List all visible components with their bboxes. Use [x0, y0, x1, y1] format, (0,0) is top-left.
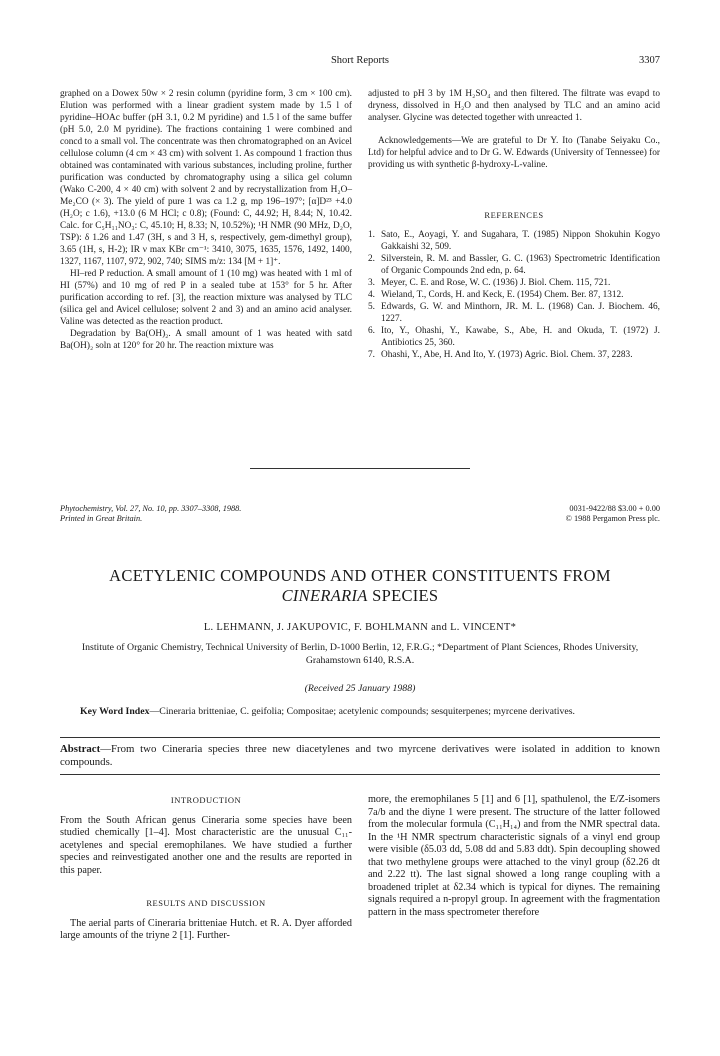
title-line-2: CINERARIA SPECIES [281, 586, 439, 605]
introduction-heading: INTRODUCTION [170, 795, 242, 805]
hi-reduction-paragraph: HI–red P reduction. A small amount of 1 (10 mg) was heated with 1 ml of HI (57%) and 10 mg of red P in a sealed tube at 153° for 5 hr. After purification according to ref. [3], the reaction mixture was analysed by TLC (silica gel and Avicel cellulose; solvent 2 and 3) and an amino acid analyser. Valine was detected as the reaction product. [60, 269, 352, 327]
running-head [60, 55, 660, 71]
lower-left-column [60, 794, 352, 943]
discussion-paragraph: more, the eremophilanes 5 [1] and 6 [1], spathulenol, the E/Z-isomers 7a/b and the diyne 1 were present. The structure of the latter followed from the molecular formula (C₁₁H₁₄) and from the NMR spectral data. In the ¹H NMR spectrum characteristic signals of a vinyl end group were visible (δ5.03 dd, 5.08 dd and 5.83 ddt). Spin decoupling showed that two methylene groups were attached to the vinyl group (δ2.26 dt and 2.22 tt). The last signal showed a long range coupling with a broadened triplet at δ2.34 which is typical for diynes. The remaining signals required a n-propyl group. In agreement with the fragmentation pattern in the mass spectrometer therefore [368, 794, 660, 918]
section-divider [250, 468, 470, 469]
printed-line: Printed in Great Britain. [60, 514, 143, 523]
upper-left-column [60, 88, 352, 352]
reference-item: 3. Meyer, C. E. and Rose, W. C. (1936) J. Biol. Chem. 115, 721. [368, 278, 611, 288]
results-heading: RESULTS AND DISCUSSION [146, 898, 266, 908]
lower-right-column [368, 794, 660, 919]
reference-item: 6. Ito, Y., Ohashi, Y., Kawabe, S., Abe, H. and Okuda, T. (1972) J. Antibiotics 25, 360. [368, 326, 660, 348]
key-word-index [80, 706, 640, 718]
authors: L. LEHMANN, J. JAKUPOVIC, F. BOHLMANN and L. VINCENT* [203, 622, 517, 633]
journal-line: Phytochemistry, Vol. 27, No. 10, pp. 3307–3308, 1988. [60, 504, 242, 513]
affiliation: Institute of Organic Chemistry, Technical University of Berlin, D-1000 Berlin, 12, F.R.G.; *Department of Plant Sciences, Rhodes University, Grahamstown 6140, R.S.A. [81, 642, 639, 666]
abstract [60, 743, 660, 769]
copyright-line: © 1988 Pergamon Press plc. [565, 514, 660, 523]
introduction-paragraph: From the South African genus Cineraria some species have been studied chemically [1–4]. Most characteristic are the unusual C₁₁-acetylenes and special eremophilanes. We have studied a further species and reinvestigated another one and the results are reported in this paper. [60, 814, 352, 876]
abstract-bottom-rule [60, 774, 660, 775]
results-paragraph: The aerial parts of Cineraria britteniae Hutch. et R. A. Dyer afforded large amounts of the triyne 2 [1]. Further- [60, 917, 352, 941]
title-line-1: ACETYLENIC COMPOUNDS AND OTHER CONSTITUENTS FROM [109, 566, 611, 585]
references-heading: REFERENCES [484, 210, 544, 220]
reference-item: 4. Wieland, T., Cords, H. and Keck, E. (1954) Chem. Ber. 87, 1312. [368, 290, 624, 300]
abstract-label: Abstract [60, 743, 101, 755]
journal-citation [60, 504, 241, 524]
keywords-label: Key Word Index [80, 706, 150, 717]
keywords-text: —Cineraria britteniae, C. geifolia; Compositae; acetylenic compounds; sesquiterpenes; myrcene derivatives. [149, 706, 575, 717]
abstract-top-rule [60, 737, 660, 738]
page-number: 3307 [639, 55, 660, 66]
received-date: (Received 25 January 1988) [304, 683, 416, 694]
reference-item: 5. Edwards, G. W. and Minthorn, JR. M. L. (1968) Can. J. Biochem. 46, 1227. [368, 302, 660, 324]
experimental-paragraph: graphed on a Dowex 50w × 2 resin column (pyridine form, 3 cm × 100 cm). Elution was performed with a linear gradient system made by 1.5 l of pyridine–HOAc buffer (pH 3.1, 0.2 M pyridine) and 1.5 l of the same buffer (pH 5.0, 2.0 M pyridine). The fractions containing 1 were combined and concd to a small vol. The concentrate was then chromatographed on an Avicel cellulose column (4 cm × 43 cm) with solvent 1. As compound 1 fraction thus obtained was contaminated with various substances, including proline, further purification was conducted by chromatography using a silica gel column (Wako C-200, 4 × 40 cm) with solvent 2 and by recrystallization from H₂O–Me₂CO (× 3). The yield of pure 1 was ca 1.2 g, mp 196–197°; [α]D²³ +4.0 (H₂O; c 1.6), +13.0 (6 M HCl; c 0.8); (Found: C, 44.92; H, 8.44; N, 10.42. Calc. for C₅H₁₁NO₃: C, 45.10; H, 8.33; N, 10.52%); ¹H NMR (90 MHz, D₂O, TSP): δ 1.26 and 1.47 (3H, s and 3 H, s, respectively, gem-dimethyl group), 3.65 (1H, s, H-2); IR ν max KBr cm⁻¹: 3410, 3075, 1635, 1576, 1492, 1400, 1327, 1167, 1107, 972, 902, 740; SIMS m/z: 134 [M + 1]⁺. [60, 89, 352, 267]
copyright-block [566, 504, 660, 524]
reference-item: 7. Ohashi, Y., Abe, H. And Ito, Y. (1973) Agric. Biol. Chem. 37, 2283. [368, 350, 633, 360]
article-title [60, 566, 660, 606]
degradation-paragraph: Degradation by Ba(OH)₂. A small amount of 1 was heated with satd Ba(OH)₂ soln at 120° for 20 hr. The reaction mixture was [60, 329, 352, 351]
references-list [368, 229, 660, 361]
genus-name: CINERARIA [281, 586, 368, 605]
upper-right-column [368, 88, 660, 361]
abstract-text: —From two Cineraria species three new diacetylenes and two myrcene derivatives were isolated in addition to known compounds. [60, 743, 660, 768]
issn-price: 0031-9422/88 $3.00 + 0.00 [569, 504, 660, 513]
acknowledgements-paragraph: Acknowledgements—We are grateful to Dr Y. Ito (Tanabe Seiyaku Co., Ltd) for helpful advice and to Dr G. W. Edwards (University of Tennessee) for providing us with synthetic β-hydroxy-L-valine. [368, 136, 660, 170]
continuation-paragraph: adjusted to pH 3 by 1M H₂SO₄ and then filtered. The filtrate was evapd to dryness, dissolved in H₂O and then analysed by TLC and an amino acid analyser. Glycine was detected together with unreacted 1. [368, 89, 660, 123]
reference-item: 2. Silverstein, R. M. and Bassler, G. C. (1963) Spectrometric Identification of Organic Compounds 2nd edn, p. 64. [368, 254, 660, 276]
running-title: Short Reports [330, 55, 390, 66]
reference-item: 1. Sato, E., Aoyagi, Y. and Sugahara, T. (1985) Nippon Shokuhin Kogyo Gakkaishi 32, 509. [368, 230, 660, 252]
